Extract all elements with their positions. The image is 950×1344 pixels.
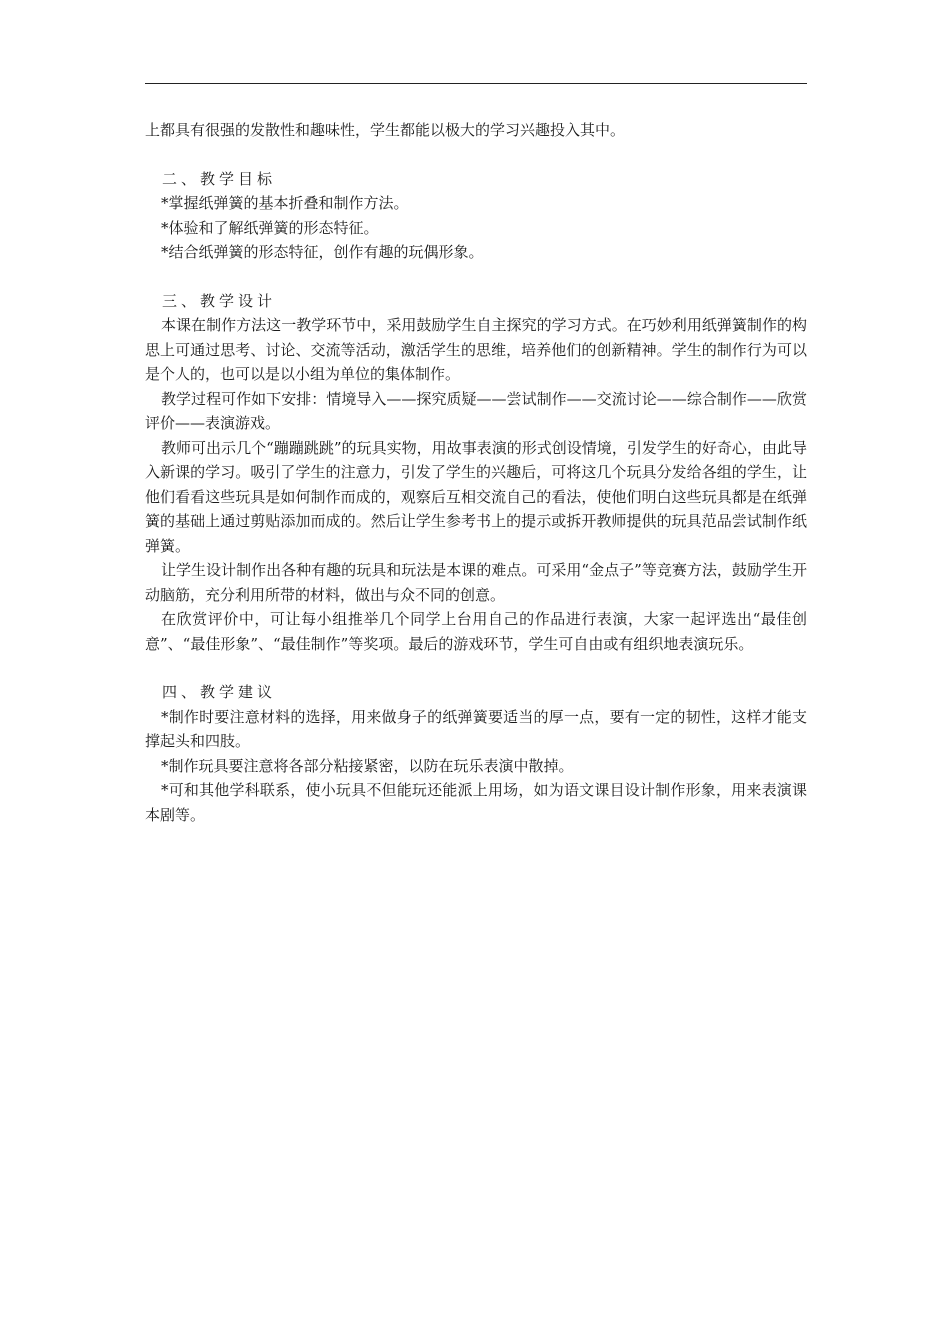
header-rule [145, 83, 807, 84]
section-heading-suggestions: 四、教学建议 [162, 683, 277, 701]
design-paragraph: 本课在制作方法这一教学环节中，采用鼓励学生自主探究的学习方式。在巧妙利用纸弹簧制作的构思上可通过思考、讨论、交流等活动，激活学生的思维，培养他们的创新精神。学生的制作行为可以是个人的，也可以是以小组为单位的集体制作。 [145, 316, 807, 383]
design-paragraph: 在欣赏评价中，可让每小组推举几个同学上台用自己的作品进行表演，大家一起评选出“最佳创意”、“最佳形象”、“最佳制作”等奖项。最后的游戏环节，学生可自由或有组织地表演玩乐。 [145, 610, 807, 653]
suggestion-item: *可和其他学科联系，使小玩具不但能玩还能派上用场，如为语文课目设计制作形象，用来表演课本剧等。 [145, 781, 807, 824]
objective-item: *掌握纸弹簧的基本折叠和制作方法。 [161, 194, 409, 212]
design-paragraph: 让学生设计制作出各种有趣的玩具和玩法是本课的难点。可采用“金点子”等竞赛方法，鼓励学生开动脑筋，充分利用所带的材料，做出与众不同的创意。 [145, 561, 807, 604]
design-paragraph: 教学过程可作如下安排：情境导入——探究质疑——尝试制作——交流讨论——综合制作——欣赏评价——表演游戏。 [145, 389, 807, 432]
document-body [145, 118, 807, 827]
section-heading-objectives: 二、教学目标 [162, 169, 277, 188]
spacer [145, 143, 807, 167]
section-heading-design: 三、教学设计 [162, 291, 277, 310]
objective-item: *体验和了解纸弹簧的形态特征。 [161, 218, 379, 237]
objective-item: *结合纸弹簧的形态特征，创作有趣的玩偶形象。 [161, 243, 484, 261]
spacer [145, 656, 807, 680]
spacer [145, 265, 807, 289]
intro-continuation: 上都具有很强的发散性和趣味性，学生都能以极大的学习兴趣投入其中。 [145, 121, 626, 139]
suggestion-item: *制作时要注意材料的选择，用来做身子的纸弹簧要适当的厚一点，要有一定的韧性，这样才能支撑起头和四肢。 [145, 707, 807, 750]
document-page [145, 0, 807, 1344]
suggestion-item: *制作玩具要注意将各部分粘接紧密，以防在玩乐表演中散掉。 [161, 756, 574, 775]
design-paragraph: 教师可出示几个“蹦蹦跳跳”的玩具实物，用故事表演的形式创设情境，引发学生的好奇心，由此导入新课的学习。吸引了学生的注意力，引发了学生的兴趣后，可将这几个玩具分发给各组的学生，让他们看看这些玩具是如何制作而成的，观察后互相交流自己的看法，使他们明白这些玩具都是在纸弹簧的基础上通过剪贴添加而成的。然后让学生参考书上的提示或拆开教师提供的玩具范品尝试制作纸弹簧。 [145, 438, 807, 555]
